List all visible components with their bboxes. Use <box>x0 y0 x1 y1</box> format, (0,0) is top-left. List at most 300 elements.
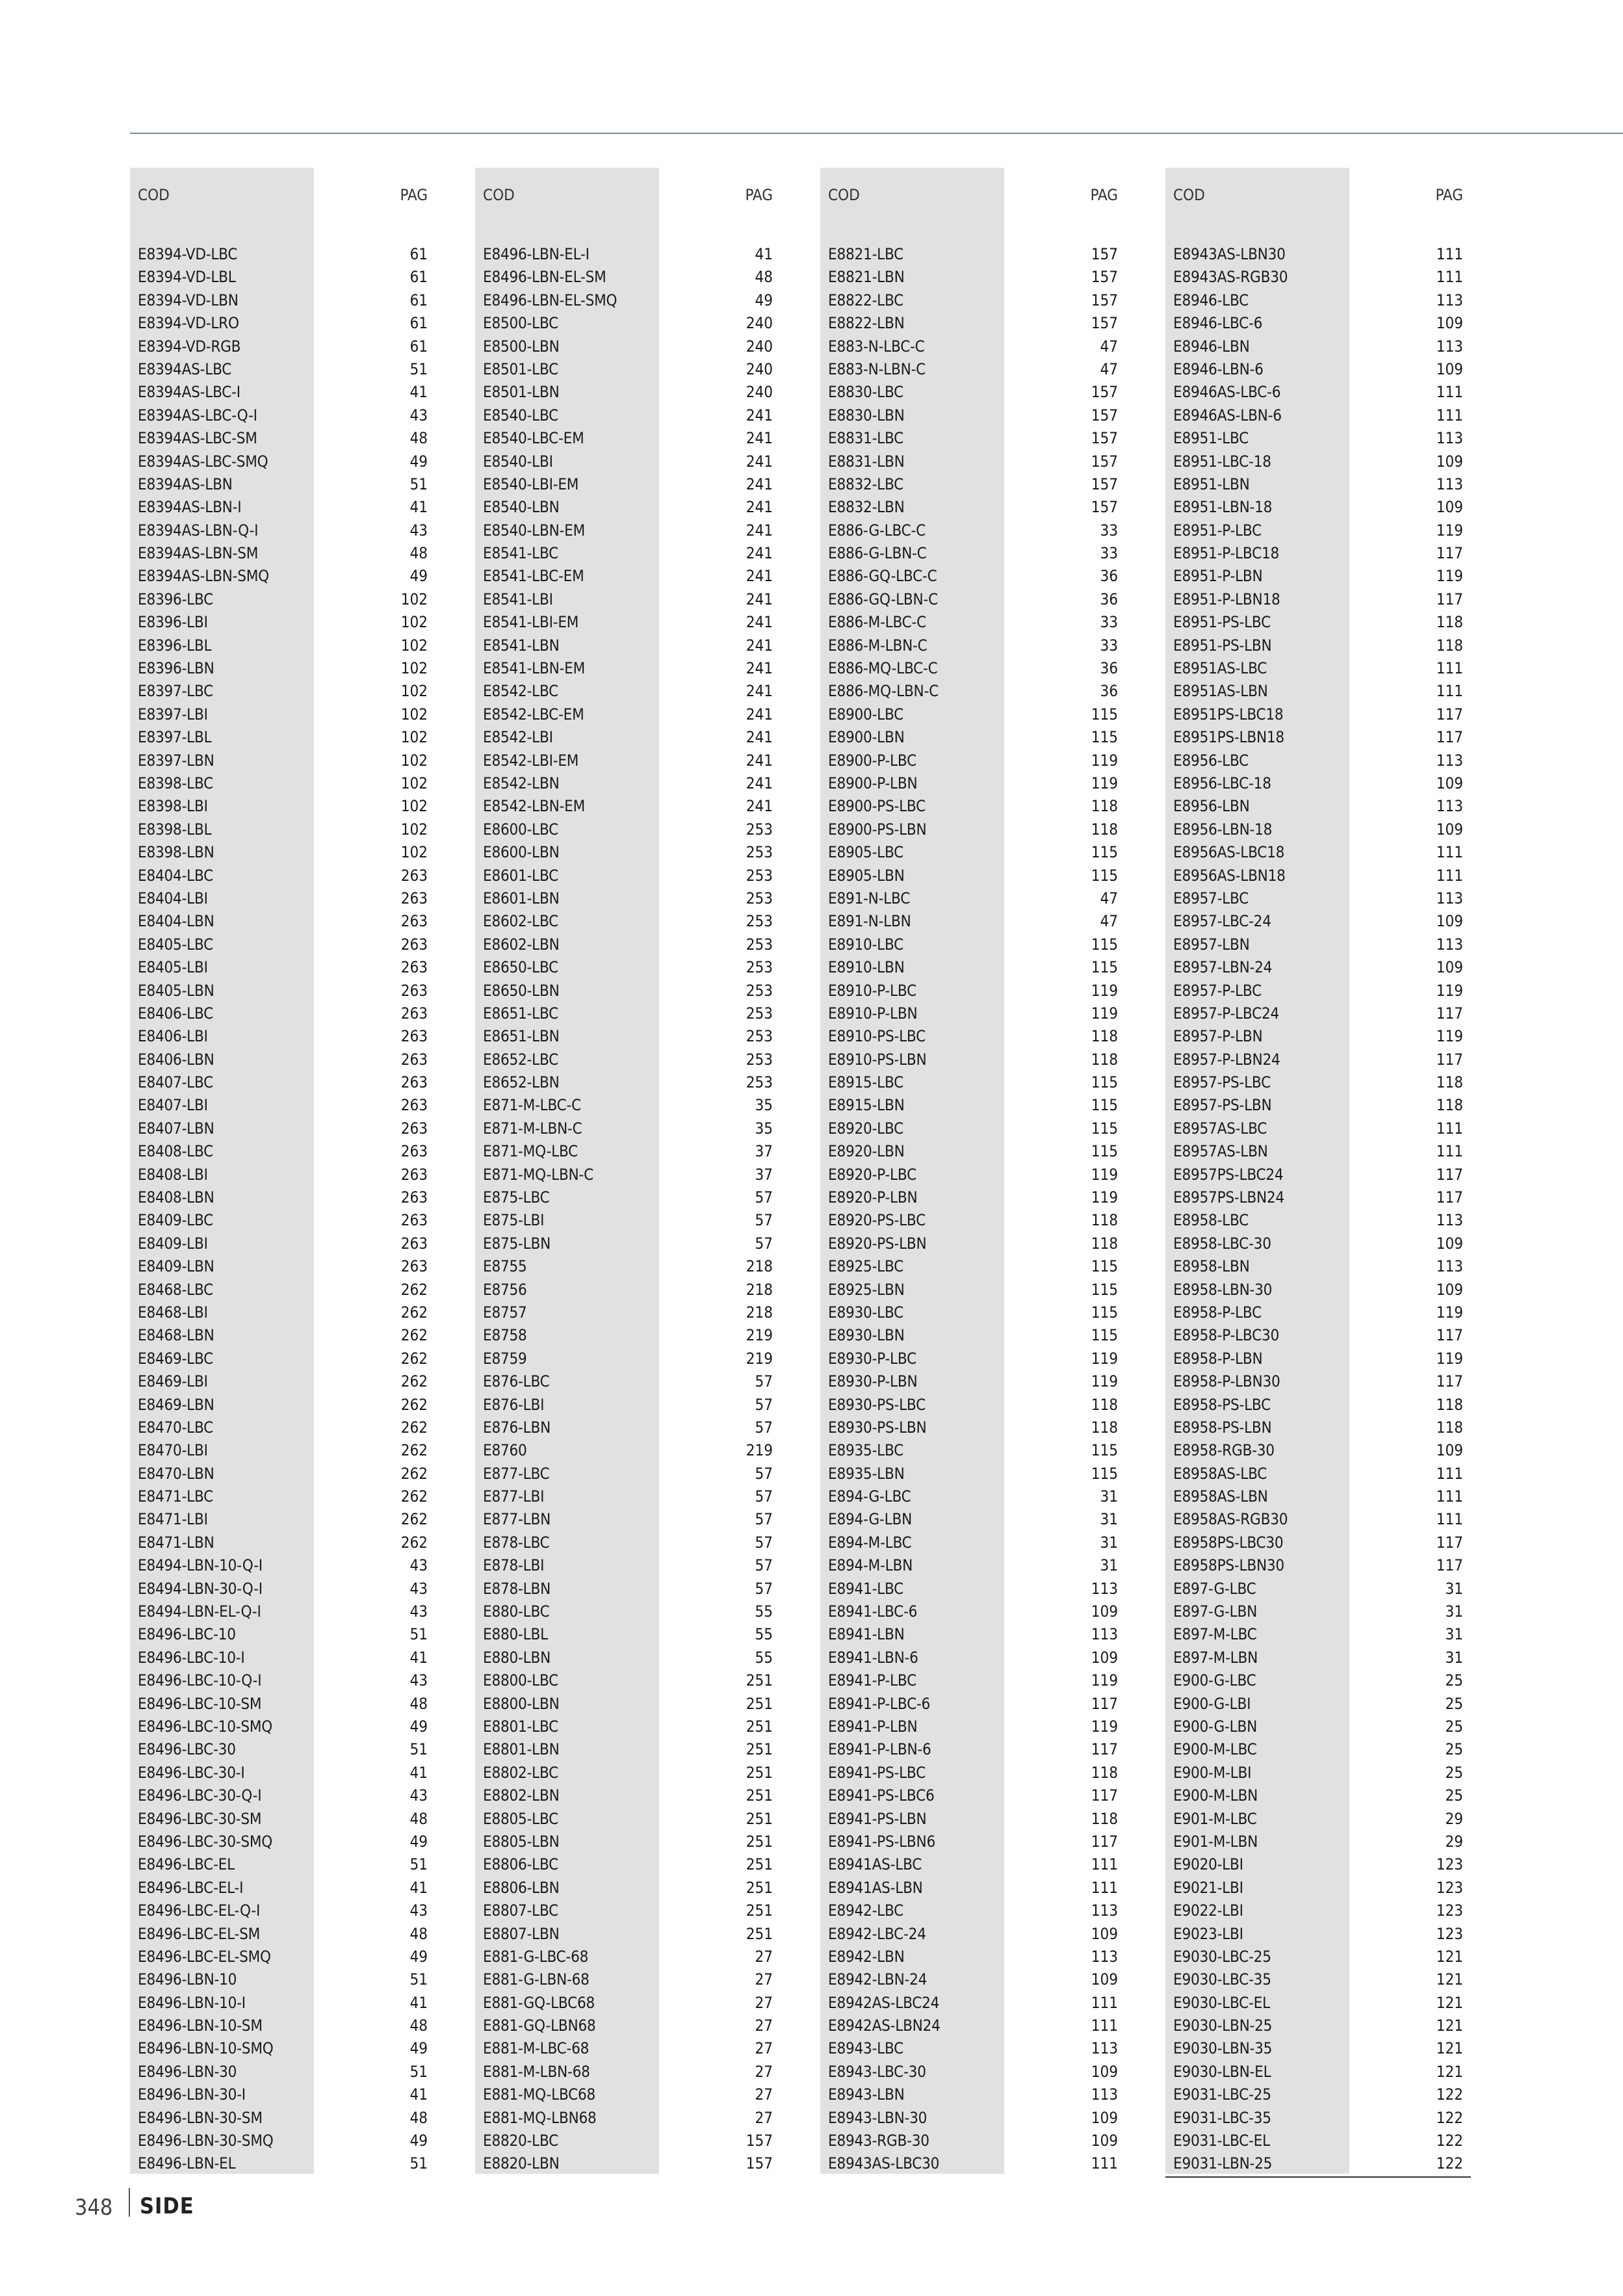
product-code: E8404-LBI <box>138 889 208 907</box>
product-code: E8398-LBL <box>138 820 212 839</box>
product-code: E8941-PS-LBC <box>828 1763 926 1782</box>
page-reference: 157 <box>1091 406 1118 424</box>
page-reference: 57 <box>755 1188 773 1207</box>
product-code: E8958AS-LBC <box>1173 1464 1267 1483</box>
page-reference: 27 <box>755 2039 773 2058</box>
page-reference: 117 <box>1091 1740 1118 1759</box>
table-row <box>130 933 435 956</box>
page-reference: 27 <box>755 2108 773 2127</box>
table-row <box>820 818 1126 841</box>
page-reference: 253 <box>746 1027 773 1046</box>
table-row <box>820 841 1126 864</box>
page-reference: 41 <box>409 2085 428 2104</box>
table-row <box>1165 680 1471 703</box>
product-code: E8408-LBI <box>138 1165 208 1184</box>
product-code: E897-G-LBC <box>1173 1579 1256 1598</box>
table-row <box>475 404 781 427</box>
page-reference: 253 <box>746 1073 773 1092</box>
product-code: E8943-LBC-30 <box>828 2062 926 2081</box>
table-row <box>130 335 435 358</box>
page-reference: 119 <box>1436 981 1463 1000</box>
product-code: E8496-LBN-EL-I <box>483 245 590 263</box>
table-row <box>1165 450 1471 473</box>
page-reference: 47 <box>1100 912 1118 931</box>
product-code: E8496-LBN-30-SMQ <box>138 2132 274 2150</box>
page-reference: 57 <box>755 1395 773 1414</box>
page-reference: 262 <box>400 1395 428 1414</box>
product-code: E8540-LBI <box>483 452 553 471</box>
table-row <box>130 865 435 887</box>
page-reference: 253 <box>746 912 773 931</box>
product-code: E880-LBC <box>483 1602 550 1621</box>
page-reference: 119 <box>1091 1165 1118 1184</box>
table-row <box>130 1140 435 1163</box>
page-reference: 157 <box>1091 452 1118 471</box>
product-code: E877-LBI <box>483 1487 545 1506</box>
product-code: E8409-LBC <box>138 1211 214 1230</box>
page-reference: 157 <box>746 2154 773 2173</box>
page-reference: 48 <box>409 1694 428 1713</box>
page-reference: 113 <box>1436 1211 1463 1230</box>
product-code: E8408-LBC <box>138 1142 214 1161</box>
page-reference: 123 <box>1436 1855 1463 1874</box>
table-row <box>130 1853 435 1876</box>
product-code: E8407-LBN <box>138 1119 214 1138</box>
product-code: E8920-PS-LBC <box>828 1211 926 1230</box>
page-reference: 109 <box>1091 2108 1118 2127</box>
table-row <box>1165 1647 1471 1669</box>
table-row <box>820 1669 1126 1692</box>
table-row <box>130 980 435 1002</box>
page-reference: 113 <box>1091 1625 1118 1644</box>
page-reference: 115 <box>1091 1441 1118 1460</box>
product-code: E8542-LBC-EM <box>483 705 584 724</box>
page-reference: 263 <box>400 1165 428 1184</box>
product-code: E8807-LBC <box>483 1901 559 1920</box>
page-reference: 119 <box>1091 1349 1118 1368</box>
page-reference: 109 <box>1436 359 1463 378</box>
page-reference: 43 <box>409 1786 428 1805</box>
table-row <box>475 542 781 565</box>
product-code: E8496-LBC-EL-SM <box>138 1924 261 1943</box>
product-code: E8496-LBN-EL-SM <box>483 268 606 287</box>
product-code: E8941AS-LBC <box>828 1855 922 1874</box>
table-row <box>475 865 781 887</box>
page-reference: 121 <box>1436 1970 1463 1989</box>
product-code: E8406-LBC <box>138 1004 214 1023</box>
product-code: E8397-LBN <box>138 751 214 770</box>
page-reference: 241 <box>746 797 773 816</box>
product-code: E8930-PS-LBN <box>828 1418 927 1437</box>
page-reference: 109 <box>1436 498 1463 517</box>
product-code: E8943-RGB-30 <box>828 2132 929 2150</box>
product-code: E8409-LBI <box>138 1234 208 1253</box>
page-reference: 43 <box>409 1579 428 1598</box>
product-code: E8958PS-LBC30 <box>1173 1533 1284 1552</box>
page-reference: 263 <box>400 1050 428 1069</box>
product-code: E8496-LBC-30-SM <box>138 1809 262 1828</box>
table-row <box>1165 1348 1471 1370</box>
page-reference: 263 <box>400 1234 428 1253</box>
index-column <box>1165 168 1471 2174</box>
table-row <box>1165 818 1471 841</box>
table-row <box>475 1094 781 1117</box>
page-reference: 102 <box>400 590 428 608</box>
table-row <box>820 933 1126 956</box>
page-reference: 43 <box>409 1671 428 1690</box>
table-row <box>130 1693 435 1715</box>
table-row <box>130 1968 435 1991</box>
table-row <box>130 887 435 910</box>
page-reference: 48 <box>409 2108 428 2127</box>
table-row <box>820 1946 1126 1968</box>
page-reference: 263 <box>400 1004 428 1023</box>
page-reference: 241 <box>746 636 773 655</box>
product-code: E894-G-LBN <box>828 1510 913 1529</box>
table-row <box>1165 1324 1471 1347</box>
product-code: E9031-LBC-EL <box>1173 2132 1270 2150</box>
page-reference: 241 <box>746 751 773 770</box>
table-row <box>130 243 435 266</box>
product-code: E8951-LBN-18 <box>1173 498 1273 517</box>
table-row <box>130 1071 435 1094</box>
product-code: E8957-LBN <box>1173 935 1250 954</box>
page-reference: 241 <box>746 406 773 424</box>
product-code: E8801-LBC <box>483 1717 559 1736</box>
table-row <box>130 2152 435 2175</box>
table-row <box>475 680 781 703</box>
product-code: E8600-LBN <box>483 843 560 862</box>
product-code: E8394AS-LBN-SMQ <box>138 567 269 586</box>
table-row <box>1165 243 1471 266</box>
table-row <box>820 335 1126 358</box>
page-reference: 263 <box>400 1096 428 1115</box>
product-code: E8496-LBC-10 <box>138 1625 236 1644</box>
product-code: E8496-LBC-30-I <box>138 1763 245 1782</box>
product-code: E8942-LBN <box>828 1947 905 1966</box>
page-reference: 57 <box>755 1418 773 1437</box>
product-code: E8957AS-LBN <box>1173 1142 1268 1161</box>
product-code: E878-LBI <box>483 1556 545 1575</box>
table-row <box>1165 2037 1471 2060</box>
page-reference: 36 <box>1100 590 1118 608</box>
product-code: E9030-LBC-35 <box>1173 1970 1271 1989</box>
page-reference: 119 <box>1436 1349 1463 1368</box>
product-code: E8942-LBC-24 <box>828 1924 926 1943</box>
table-row <box>820 243 1126 266</box>
table-row <box>820 1877 1126 1899</box>
table-row <box>820 312 1126 335</box>
page-reference: 262 <box>400 1418 428 1437</box>
table-row <box>475 1647 781 1669</box>
page-reference: 118 <box>1091 1418 1118 1437</box>
page-reference: 113 <box>1436 1257 1463 1276</box>
page-reference: 118 <box>1436 1073 1463 1092</box>
product-code: E8941-PS-LBC6 <box>828 1786 935 1805</box>
table-row <box>820 1416 1126 1439</box>
table-row <box>1165 1946 1471 1968</box>
page-reference: 35 <box>755 1096 773 1115</box>
product-code: E8757 <box>483 1303 527 1322</box>
table-row <box>820 2061 1126 2083</box>
product-code: E8469-LBC <box>138 1349 214 1368</box>
page-reference: 119 <box>1091 1717 1118 1736</box>
page-reference: 51 <box>409 2154 428 2173</box>
page-reference: 119 <box>1091 774 1118 792</box>
table-row <box>820 1094 1126 1117</box>
product-code: E8542-LBI-EM <box>483 751 579 770</box>
table-row <box>820 1738 1126 1761</box>
product-code: E9022-LBI <box>1173 1901 1243 1920</box>
page-reference: 241 <box>746 659 773 678</box>
table-row <box>475 2152 781 2175</box>
product-code: E8496-LBC-EL <box>138 1855 235 1874</box>
page-reference: 119 <box>1436 1027 1463 1046</box>
page-reference: 122 <box>1436 2132 1463 2150</box>
page-reference: 241 <box>746 452 773 471</box>
page-reference: 111 <box>1436 1119 1463 1138</box>
table-row <box>1165 1669 1471 1692</box>
table-row <box>130 1532 435 1554</box>
page-reference: 102 <box>400 843 428 862</box>
product-code: E8394AS-LBC-SM <box>138 429 257 448</box>
product-code: E8496-LBC-EL-I <box>138 1878 244 1897</box>
page-reference: 251 <box>746 1855 773 1874</box>
page-reference: 27 <box>755 2062 773 2081</box>
product-code: E8822-LBN <box>828 314 905 333</box>
product-code: E8941-LBN <box>828 1625 905 1644</box>
product-code: E8404-LBN <box>138 912 214 931</box>
table-row <box>130 703 435 726</box>
table-row <box>130 1877 435 1899</box>
product-code: E8822-LBC <box>828 291 904 309</box>
page-reference: 41 <box>755 245 773 263</box>
product-code: E8951PS-LBN18 <box>1173 728 1284 747</box>
table-row <box>1165 910 1471 933</box>
page-reference: 109 <box>1091 2062 1118 2081</box>
page-reference: 263 <box>400 866 428 885</box>
table-row <box>820 519 1126 542</box>
table-row <box>130 519 435 542</box>
table-row <box>820 1647 1126 1669</box>
table-row <box>130 1394 435 1416</box>
product-code: E8941-PS-LBN6 <box>828 1832 936 1851</box>
table-row <box>475 1784 781 1807</box>
table-row <box>475 980 781 1002</box>
page-reference: 115 <box>1091 1303 1118 1322</box>
product-code: E886-M-LBC-C <box>828 613 927 632</box>
table-row <box>130 1578 435 1600</box>
page-reference: 219 <box>746 1441 773 1460</box>
table-row <box>820 289 1126 312</box>
table-row <box>1165 1992 1471 2015</box>
table-row <box>820 1049 1126 1071</box>
page-reference: 218 <box>746 1257 773 1276</box>
product-code: E8405-LBC <box>138 935 214 954</box>
table-row <box>820 1324 1126 1347</box>
page-reference: 118 <box>1091 1395 1118 1414</box>
table-row <box>130 381 435 404</box>
page-reference: 111 <box>1436 406 1463 424</box>
table-row <box>130 1463 435 1485</box>
product-code: E8941-LBN-6 <box>828 1648 918 1667</box>
page-reference: 263 <box>400 958 428 977</box>
table-row <box>1165 1532 1471 1554</box>
page-reference: 263 <box>400 981 428 1000</box>
table-row <box>1165 266 1471 289</box>
product-code: E8405-LBN <box>138 981 214 1000</box>
table-row <box>820 1853 1126 1876</box>
page-reference: 119 <box>1091 1004 1118 1023</box>
product-code: E8957PS-LBC24 <box>1173 1165 1284 1184</box>
table-row <box>130 726 435 749</box>
table-row <box>1165 335 1471 358</box>
column-rows <box>130 243 435 2176</box>
table-row <box>1165 1301 1471 1324</box>
table-row <box>475 450 781 473</box>
product-code: E8941-P-LBC-6 <box>828 1694 931 1713</box>
table-row <box>820 565 1126 588</box>
page-reference: 102 <box>400 705 428 724</box>
page-reference: 111 <box>1436 1510 1463 1529</box>
page-reference: 57 <box>755 1464 773 1483</box>
product-code: E8820-LBN <box>483 2154 560 2173</box>
product-code: E8758 <box>483 1326 527 1345</box>
product-code: E8407-LBC <box>138 1073 214 1092</box>
table-row <box>130 772 435 795</box>
table-row <box>130 1738 435 1761</box>
product-code: E8500-LBC <box>483 314 559 333</box>
table-row <box>1165 1186 1471 1209</box>
page-reference: 262 <box>400 1303 428 1322</box>
product-code: E877-LBC <box>483 1464 550 1483</box>
table-row <box>130 818 435 841</box>
product-code: E881-M-LBC-68 <box>483 2039 590 2058</box>
page-reference: 117 <box>1436 1050 1463 1069</box>
table-row <box>130 588 435 611</box>
product-code: E8408-LBN <box>138 1188 214 1207</box>
table-row <box>820 980 1126 1002</box>
table-row <box>820 1209 1126 1232</box>
table-row <box>475 1992 781 2015</box>
table-row <box>130 750 435 772</box>
page-reference: 57 <box>755 1533 773 1552</box>
product-code: E8471-LBC <box>138 1487 214 1506</box>
table-row <box>475 750 781 772</box>
page-reference: 33 <box>1100 521 1118 540</box>
product-code: E8652-LBN <box>483 1073 560 1092</box>
table-row <box>1165 611 1471 634</box>
product-code: E8805-LBN <box>483 1832 560 1851</box>
product-code: E8941AS-LBN <box>828 1878 923 1897</box>
table-row <box>130 1416 435 1439</box>
product-code: E886-M-LBN-C <box>828 636 928 655</box>
product-code: E8496-LBN-EL <box>138 2154 236 2173</box>
product-code: E9021-LBI <box>1173 1878 1243 1897</box>
table-row <box>130 1324 435 1347</box>
page-reference: 262 <box>400 1326 428 1345</box>
product-code: E8830-LBC <box>828 383 904 402</box>
page-reference: 109 <box>1436 314 1463 333</box>
table-row <box>820 1508 1126 1531</box>
page-reference: 117 <box>1436 1372 1463 1391</box>
product-code: E8951-P-LBC <box>1173 521 1262 540</box>
page-reference: 118 <box>1091 797 1118 816</box>
product-code: E8494-LBN-10-Q-I <box>138 1556 263 1575</box>
table-row <box>820 358 1126 381</box>
table-row <box>475 427 781 450</box>
table-row <box>1165 703 1471 726</box>
page-reference: 115 <box>1091 1119 1118 1138</box>
product-code: E881-GQ-LBC68 <box>483 1993 595 2012</box>
table-row <box>475 565 781 588</box>
page-reference: 25 <box>1445 1763 1463 1782</box>
product-code: E9030-LBC-25 <box>1173 1947 1271 1966</box>
page-reference: 113 <box>1091 1579 1118 1598</box>
table-row <box>475 1485 781 1508</box>
table-row <box>1165 519 1471 542</box>
product-code: E8540-LBC <box>483 406 559 424</box>
page-reference: 48 <box>409 544 428 563</box>
table-row <box>475 1301 781 1324</box>
page-reference: 51 <box>409 359 428 378</box>
product-code: E886-G-LBN-C <box>828 544 927 563</box>
page-reference: 31 <box>1445 1625 1463 1644</box>
table-row <box>820 680 1126 703</box>
table-row <box>130 1279 435 1301</box>
product-code: E897-G-LBN <box>1173 1602 1258 1621</box>
table-row <box>475 1002 781 1025</box>
page-reference: 61 <box>409 337 428 356</box>
table-row <box>475 1968 781 1991</box>
table-row <box>820 772 1126 795</box>
page-reference: 33 <box>1100 636 1118 655</box>
page-reference: 241 <box>746 705 773 724</box>
product-code: E8957-PS-LBC <box>1173 1073 1271 1092</box>
table-row <box>475 1439 781 1462</box>
page-reference: 251 <box>746 1694 773 1713</box>
product-code: E900-M-LBI <box>1173 1763 1252 1782</box>
table-row <box>820 1370 1126 1393</box>
page-reference: 43 <box>409 521 428 540</box>
page-reference: 157 <box>1091 383 1118 402</box>
product-code: E8396-LBC <box>138 590 214 608</box>
product-code: E8468-LBC <box>138 1280 214 1299</box>
product-code: E8958-LBC-30 <box>1173 1234 1271 1253</box>
table-row <box>1165 1578 1471 1600</box>
table-row <box>130 1923 435 1946</box>
product-code: E8910-PS-LBC <box>828 1027 926 1046</box>
product-code: E8541-LBN <box>483 636 560 655</box>
product-code: E8957-P-LBC <box>1173 981 1262 1000</box>
table-row <box>1165 1508 1471 1531</box>
table-row <box>130 358 435 381</box>
page-reference: 251 <box>746 1924 773 1943</box>
page-reference: 122 <box>1436 2108 1463 2127</box>
table-row <box>820 1233 1126 1255</box>
page-reference: 117 <box>1091 1694 1118 1713</box>
product-code: E8958-PS-LBN <box>1173 1418 1272 1437</box>
product-code: E8958PS-LBN30 <box>1173 1556 1284 1575</box>
page-reference: 102 <box>400 820 428 839</box>
product-code: E881-G-LBN-68 <box>483 1970 590 1989</box>
page-reference: 118 <box>1091 1763 1118 1782</box>
product-code: E8496-LBC-10-SMQ <box>138 1717 273 1736</box>
product-code: E8831-LBN <box>828 452 905 471</box>
table-row <box>820 2083 1126 2106</box>
table-row <box>475 1140 781 1163</box>
product-code: E8951PS-LBC18 <box>1173 705 1284 724</box>
